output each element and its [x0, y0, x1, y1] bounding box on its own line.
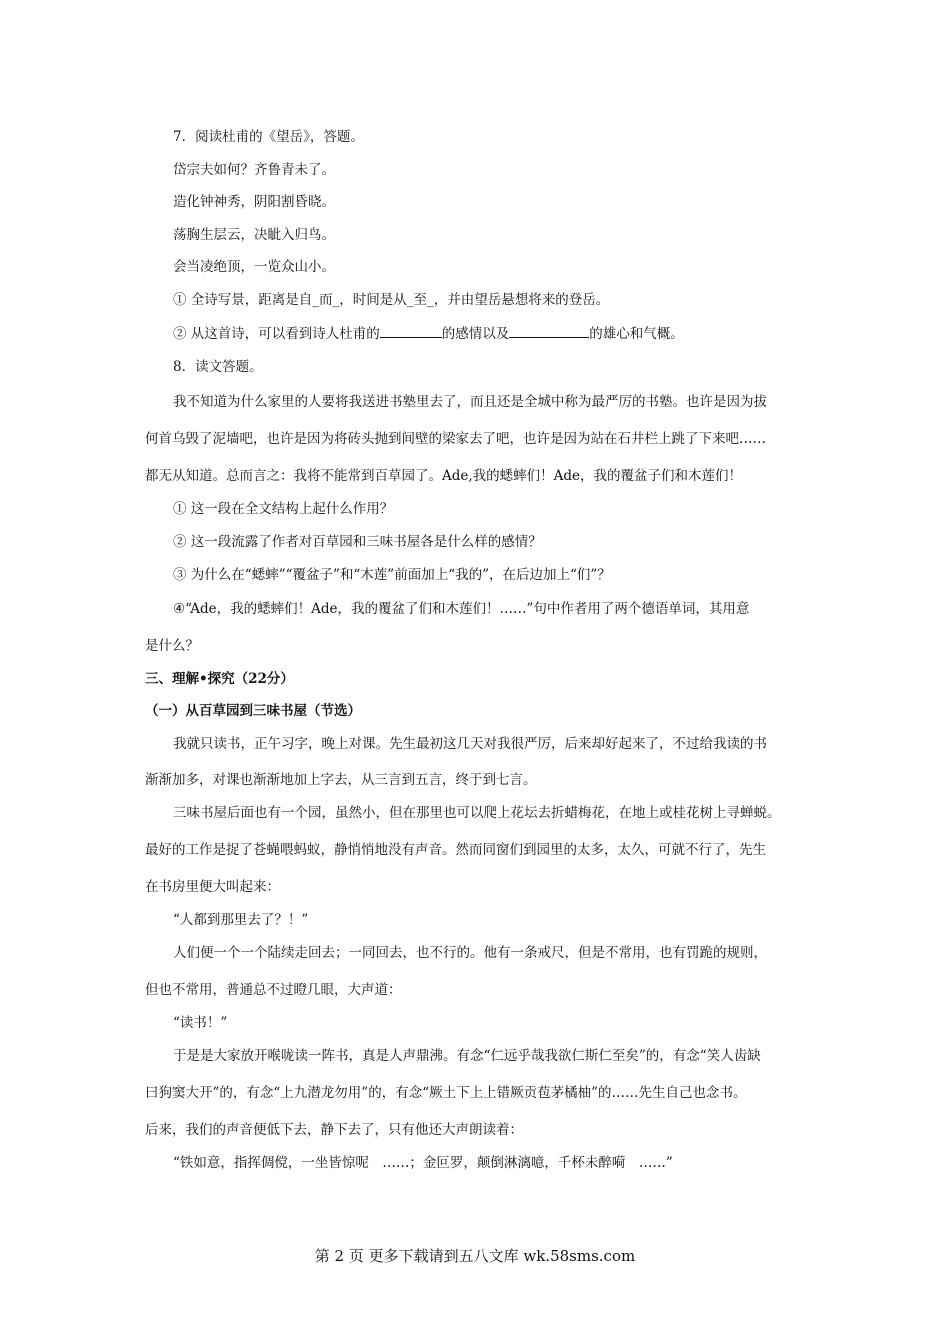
answer-blank[interactable] — [509, 323, 589, 338]
passage-line: 曰狗窦大开”的，有念“上九潜龙勿用”的，有念“厥土下上上错厥贡苞茅橘柚”的……先生自己也念书。 — [145, 1085, 747, 1101]
q7-sub2-part-b: 的感情以及 — [441, 326, 510, 342]
passage-line: 最好的工作是捉了苍蝇喂蚂蚁，静悄悄地没有声音。然而同窗们到园里的太多，太久，可就不行了，先生 — [145, 842, 766, 858]
q8-passage-line-2: 何首乌毁了泥墙吧，也许是因为将砖头抛到间壁的梁家去了吧，也许是因为站在石井栏上跳了下来吧…… — [145, 431, 766, 447]
passage-line: “读书！” — [173, 1015, 228, 1031]
poem-line-1: 岱宗夫如何？齐鲁青未了。 — [173, 162, 335, 178]
q7-sub2-part-c: 的雄心和气概。 — [589, 326, 684, 342]
passage-line: “铁如意，指挥倜傥，一坐皆惊呢 ……；金叵罗，颠倒淋漓噫，千杯未醉嗬 ……” — [173, 1155, 673, 1171]
passage-line: 在书房里便大叫起来： — [145, 879, 280, 895]
q7-sub2 — [173, 323, 684, 344]
q8-question-3: ③ 为什么在“蟋蟀”“覆盆子”和“木莲”前面加上“我的”，在后边加上“们”？ — [173, 567, 611, 583]
passage-line: 渐渐加多，对课也渐渐地加上字去，从三言到五言，终于到七言。 — [145, 772, 537, 788]
passage-line: 三味书屋后面也有一个园，虽然小，但在那里也可以爬上花坛去折蜡梅花，在地上或桂花树上寻蝉蜕。 — [173, 805, 781, 821]
q8-passage-line-1: 我不知道为什么家里的人要将我送进书塾里去了，而且还是全城中称为最严厉的书塾。也许是因为拔 — [173, 394, 767, 410]
answer-blank[interactable] — [380, 323, 442, 338]
poem-line-3: 荡胸生层云，决眦入归鸟。 — [173, 227, 335, 243]
poem-line-2: 造化钟神秀，阴阳割昏晓。 — [173, 194, 335, 210]
passage-line: 我就只读书，正午习字，晚上对课。先生最初这几天对我很严厉，后来却好起来了，不过给我读的书 — [173, 736, 767, 752]
q7-sub1: ① 全诗写景，距离是自_而_，时间是从_至_，并由望岳悬想将来的登岳。 — [173, 292, 610, 308]
passage-line: 于是是大家放开喉咙读一阵书，真是人声鼎沸。有念“仁远乎哉我欲仁斯仁至矣”的，有念“笑人齿缺 — [173, 1048, 761, 1064]
q7-sub2-part-a: ② 从这首诗，可以看到诗人杜甫的 — [173, 326, 380, 342]
q8-question-4: ④“Ade，我的蟋蟀们！Ade，我的覆盆了们和木莲们！……”句中作者用了两个德语单词，其用意 — [173, 601, 750, 617]
q7-title: 7．阅读杜甫的《望岳》，答题。 — [173, 129, 364, 145]
q8-question-2: ② 这一段流露了作者对百草园和三味书屋各是什么样的感情？ — [173, 534, 542, 550]
q8-question-1: ① 这一段在全文结构上起什么作用？ — [173, 501, 394, 517]
q8-passage-line-3: 都无从知道。总而言之：我将不能常到百草园了。Ade,我的蟋蟀们！Ade，我的覆盆子们和木莲们！ — [145, 468, 743, 484]
page-footer: 第 2 页 更多下载请到五八文库 wk.58sms.com — [314, 1247, 636, 1265]
passage-line: “人都到那里去了？！” — [173, 912, 309, 928]
passage-line: 但也不常用，普通总不过瞪几眼，大声道： — [145, 982, 402, 998]
section3-subheading: （一）从百草园到三味书屋（节选） — [145, 703, 361, 719]
q8-title: 8．读文答题。 — [173, 359, 263, 375]
q8-question-4-cont: 是什么？ — [145, 638, 199, 654]
passage-line: 人们便一个一个陆续走回去；一同回去，也不行的。他有一条戒尺，但是不常用，也有罚跪的规则， — [173, 945, 767, 961]
poem-line-4: 会当凌绝顶，一览众山小。 — [173, 259, 335, 275]
section3-heading: 三、理解•探究（22分） — [145, 671, 294, 687]
passage-line: 后来，我们的声音便低下去，静下去了，只有他还大声朗读着： — [145, 1122, 523, 1138]
